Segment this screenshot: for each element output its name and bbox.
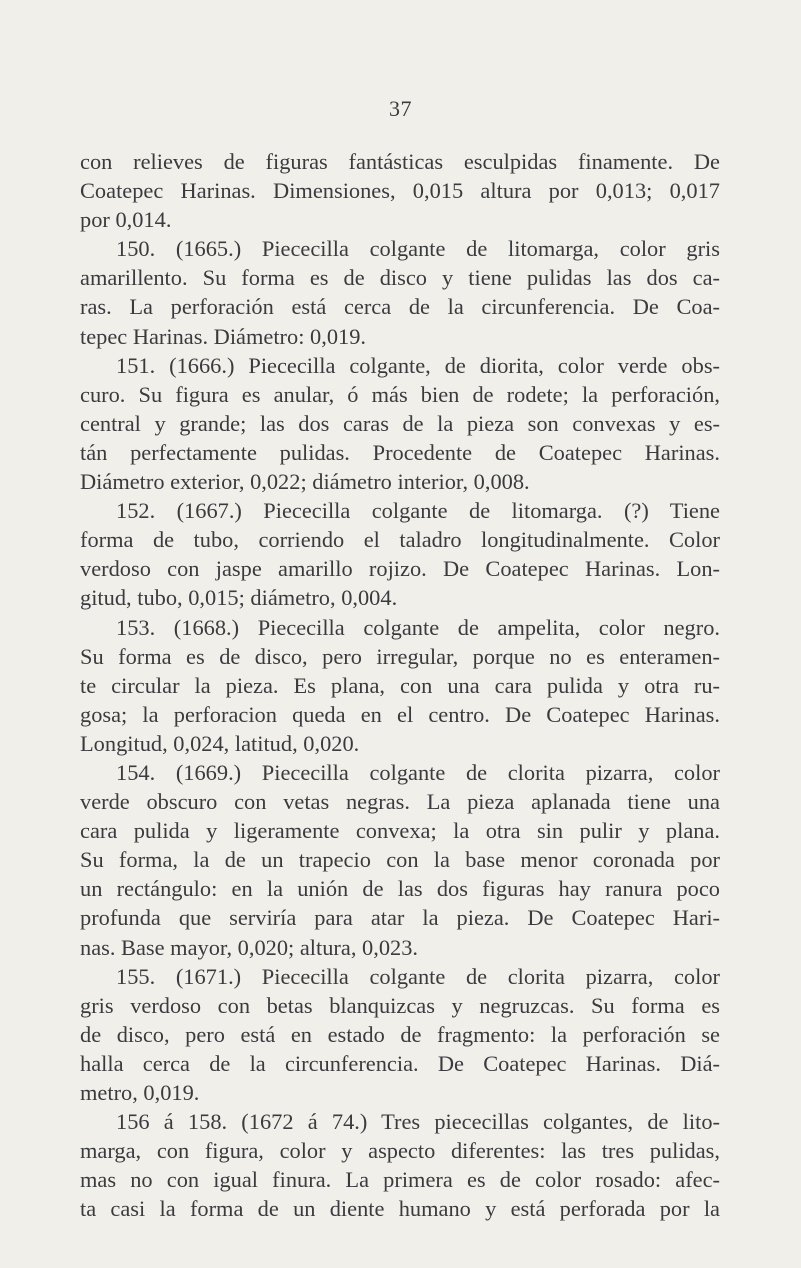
text-line: tán perfectamente pulidas. Procedente de Coatepec Harinas. xyxy=(80,439,720,465)
text-line: un rectángulo: en la unión de las dos figuras hay ranura poco xyxy=(80,876,720,902)
text-line: Coatepec Harinas. Dimensiones, 0,015 altura por 0,013; 0,017 xyxy=(80,178,720,204)
text-line: mas no con igual finura. La primera es de color rosado: afec- xyxy=(80,1167,720,1193)
text-line: 154. (1669.) Piececilla colgante de clorita pizarra, color xyxy=(116,759,720,785)
text-line: 150. (1665.) Piececilla colgante de litomarga, color gris xyxy=(116,236,720,262)
text-line: ras. La perforación está cerca de la circunferencia. De Coa- xyxy=(80,294,720,320)
text-line: amarillento. Su forma es de disco y tiene pulidas las dos ca- xyxy=(80,265,720,291)
text-line: verde obscuro con vetas negras. La pieza aplanada tiene una xyxy=(80,789,720,815)
text-line: 155. (1671.) Piececilla colgante de clorita pizarra, color xyxy=(116,963,720,989)
text-line: forma de tubo, corriendo el taladro longitudinalmente. Color xyxy=(80,527,720,553)
page-number: 37 xyxy=(389,96,412,121)
text-line: Longitud, 0,024, latitud, 0,020. xyxy=(80,730,360,756)
text-line: nas. Base mayor, 0,020; altura, 0,023. xyxy=(80,934,419,960)
text-line: Diámetro exterior, 0,022; diámetro interior, 0,008. xyxy=(80,469,530,495)
text-line: 151. (1666.) Piececilla colgante, de diorita, color verde obs- xyxy=(116,352,720,378)
text-line: ta casi la forma de un diente humano y está perforada por la xyxy=(80,1196,720,1222)
text-line: tepec Harinas. Diámetro: 0,019. xyxy=(80,323,367,349)
text-line: gosa; la perforacion queda en el centro. De Coatepec Harinas. xyxy=(80,701,720,727)
text-line: profunda que serviría para atar la pieza. De Coatepec Hari- xyxy=(80,905,720,931)
text-line: halla cerca de la circunferencia. De Coatepec Harinas. Diá- xyxy=(80,1050,720,1076)
text-line: de disco, pero está en estado de fragmento: la perforación se xyxy=(80,1021,720,1047)
text-line: curo. Su figura es anular, ó más bien de rodete; la perforación, xyxy=(80,381,720,407)
text-line: metro, 0,019. xyxy=(80,1080,200,1105)
text-line: Su forma es de disco, pero irregular, porque no es enteramen- xyxy=(80,643,720,669)
text-line: 152. (1667.) Piececilla colgante de litomarga. (?) Tiene xyxy=(116,498,720,524)
text-line: gris verdoso con betas blanquizcas y negruzcas. Su forma es xyxy=(80,992,720,1018)
text-line: Su forma, la de un trapecio con la base menor coronada por xyxy=(80,847,720,873)
text-line: cara pulida y ligeramente convexa; la otra sin pulir y plana. xyxy=(80,818,720,844)
text-line: por 0,014. xyxy=(80,207,172,233)
text-line: central y grande; las dos caras de la pieza son convexas y es- xyxy=(80,410,720,436)
text-line: 153. (1668.) Piececilla colgante de ampelita, color negro. xyxy=(116,614,720,640)
page-text xyxy=(80,147,720,1223)
text-line: gitud, tubo, 0,015; diámetro, 0,004. xyxy=(80,585,398,611)
text-line: con relieves de figuras fantásticas esculpidas finamente. De xyxy=(80,149,720,174)
text-line: marga, con figura, color y aspecto diferentes: las tres pulidas, xyxy=(80,1138,720,1164)
text-line: te circular la pieza. Es plana, con una cara pulida y otra ru- xyxy=(80,672,720,698)
text-line: 156 á 158. (1672 á 74.) Tres piececillas colgantes, de lito- xyxy=(116,1109,720,1135)
text-line: verdoso con jaspe amarillo rojizo. De Coatepec Harinas. Lon- xyxy=(80,556,720,582)
